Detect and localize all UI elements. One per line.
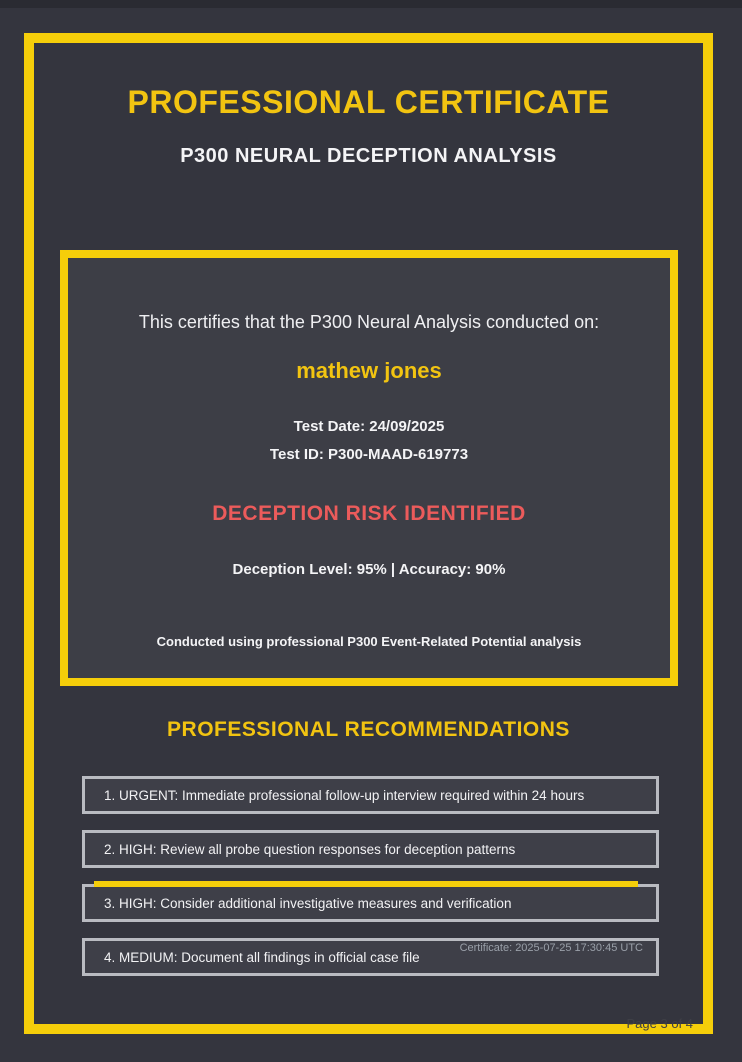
recommendation-item-4: [82, 938, 659, 976]
recommendation-item-3: [82, 884, 659, 922]
yellow-highlight-bar: [94, 881, 638, 887]
test-id: Test ID: P300-MAAD-619773: [269, 446, 469, 463]
recommendation-item-4-label: 4. MEDIUM: Document all findings in official case file: [104, 949, 420, 965]
analysis-method-note: Conducted using professional P300 Event-Related Potential analysis: [156, 634, 582, 649]
certificate-outer-frame: [24, 33, 713, 1034]
certificate-timestamp: Certificate: 2025-07-25 17:30:45 UTC: [459, 942, 643, 954]
top-edge-strip: [0, 0, 742, 8]
test-date: Test Date: 24/09/2025: [293, 418, 445, 435]
recommendation-item-1: 1. URGENT: Immediate professional follow-up interview required within 24 hours: [82, 776, 659, 814]
certification-statement: This certifies that the P300 Neural Analysis conducted on:: [138, 312, 600, 332]
deception-risk-result: DECEPTION RISK IDENTIFIED: [212, 502, 526, 525]
recommendations-heading: PROFESSIONAL RECOMMENDATIONS: [167, 718, 570, 741]
certificate-title: PROFESSIONAL CERTIFICATE: [127, 84, 610, 120]
recommendation-item-2: 2. HIGH: Review all probe question responses for deception patterns: [82, 830, 659, 868]
recommendation-item-3-label: 3. HIGH: Consider additional investigative measures and verification: [104, 895, 512, 911]
subject-name: mathew jones: [296, 358, 442, 383]
certificate-subtitle: P300 NEURAL DECEPTION ANALYSIS: [180, 145, 557, 167]
page-indicator: Page 3 of 4: [626, 1016, 693, 1031]
deception-metrics: Deception Level: 95% | Accuracy: 90%: [232, 561, 506, 578]
result-panel: [60, 250, 678, 686]
